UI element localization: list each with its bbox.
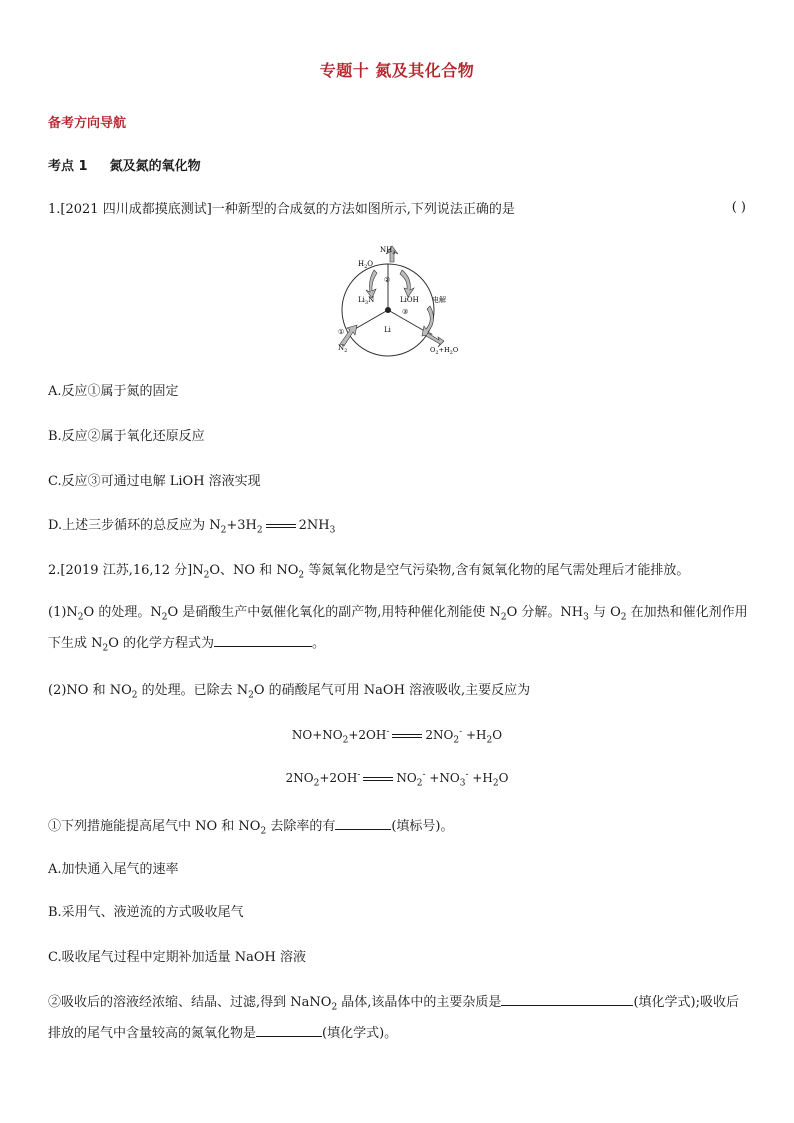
svg-text:N2: $N_2$ [338,344,348,354]
kaodian-heading [48,155,201,174]
q2-equation-2: $2NO_2+2OH^-$ $NO_2^- +NO_3^- +H_2O$ [285,770,509,789]
svg-text:H2O: $H_2O$ [358,260,374,270]
q2-sub1: ①下列措施能提高尾气中 NO 和 $NO_2$ 去除率的有 (填标号)。 [48,815,748,842]
q2-sub1-blank[interactable] [335,815,391,830]
q1-option-c: C.反应③可通过电解 LiOH 溶液实现 [48,474,261,489]
q1-answer-paren: ( ) [731,200,746,215]
svg-text:LiOH: LiOH [400,296,419,304]
page-title: 专题十 氮及其化合物 [319,61,475,80]
svg-text:NH3: $NH_3$ [380,246,396,256]
svg-text:Li3N: $Li_3N$ [358,296,375,306]
q1-option-a: A.反应①属于氮的固定 [48,384,179,399]
q2-option-c: C.吸收尾气过程中定期补加适量 NaOH 溶液 [48,950,307,965]
section-heading: 备考方向导航 [48,116,127,131]
q2-part1: $(1)N_2O$ 的处理。$N_2O$ 是硝酸生产中氨催化氧化的副产物,用特种催化剂能使 $N_2O$ 分解。$NH_3$ 与 $O_2$ 在加热和催化剂作用下生成 $N_2O$ 的化学方程式为 。 [48,605,748,654]
synthesis-cycle-diagram [330,240,470,360]
svg-text:①: ① [338,328,345,336]
arrow-h2o-in [366,270,377,298]
q2-part1-blank[interactable] [214,632,312,647]
arrow-electrolysis [422,306,434,336]
svg-text:②: ② [384,276,391,284]
q2-equation-1: $NO+NO_2+2OH^-$ $2NO_2^- +H_2O$ [291,727,503,746]
svg-text:Li: Li [384,326,391,334]
center-dot [385,307,391,313]
q2-sub2-blank-2[interactable] [256,1022,322,1037]
svg-text:电解: 电解 [432,296,446,304]
arrow-o2-out [426,333,444,347]
q1-stem: 1.[2021 四川成都摸底测试]一种新型的合成氨的方法如图所示,下列说法正确的是 [48,202,515,217]
kaodian-title: 氮及氮的氧化物 [109,159,201,174]
q2-sub2-blank-1[interactable] [501,991,633,1006]
q2-option-a: A.加快通入尾气的速率 [48,862,179,877]
q2-part2: (2)NO 和 $NO_2$ 的处理。已除去 $N_2O$ 的硝酸尾气可用 NaOH 溶液吸收,主要反应为 [48,683,531,701]
arrow-li3n-lioh [400,270,414,297]
q2-stem: 2.[2019 江苏,16,12 分]$N_2O$、NO 和 $NO_2$ 等氮氧化物是空气污染物,含有氮氧化物的尾气需处理后才能排放。 [48,563,690,581]
q1-option-d: D.上述三步循环的总反应为 $N_2+3H_2$ $2NH_3$ [48,518,336,536]
svg-text:O2+H2O: $O_2+H_2O$ [430,346,459,356]
q1-option-b: B.反应②属于氧化还原反应 [48,429,205,444]
q2-sub2: ②吸收后的溶液经浓缩、结晶、过滤,得到 NaNO$_2$ 晶体,该晶体中的主要杂质是 (填化学式);吸收后排放的尾气中含量较高的氮氧化物是 (填化学式)。 [48,990,748,1047]
kaodian-label: 考点 1 [48,159,88,174]
q2-option-b: B.采用气、液逆流的方式吸收尾气 [48,905,244,920]
svg-text:③: ③ [402,308,409,316]
